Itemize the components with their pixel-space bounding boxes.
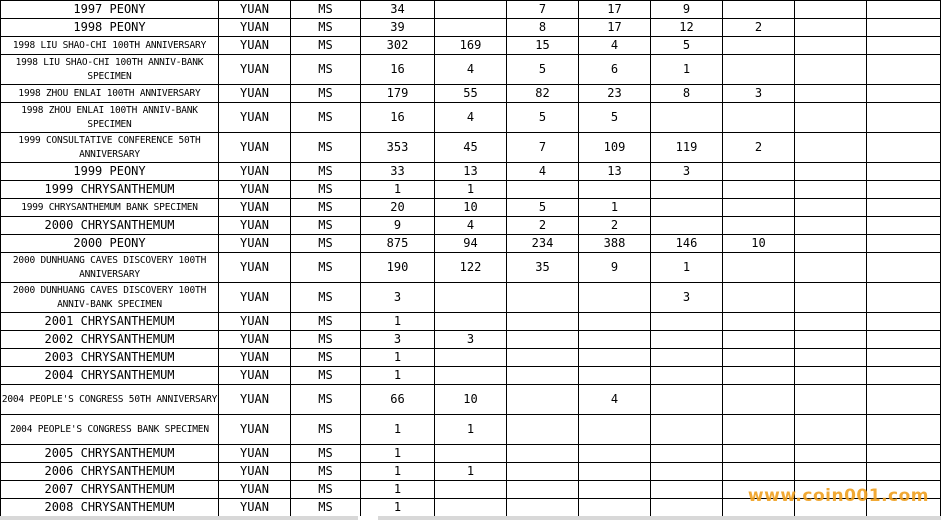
count-cell [723,181,795,199]
count-cell [723,37,795,55]
grade-cell: MS [291,367,361,385]
empty-cell [867,331,941,349]
empty-cell [867,103,941,133]
count-cell: 146 [651,235,723,253]
currency-cell: YUAN [219,133,291,163]
count-cell [435,445,507,463]
empty-cell [867,367,941,385]
empty-cell [795,445,867,463]
site-watermark: www.coin001.com [747,486,929,506]
count-cell: 15 [507,37,579,55]
count-cell: 39 [361,19,435,37]
count-cell: 1 [361,499,435,517]
coin-name-cell: 2004 PEOPLE'S CONGRESS 50TH ANNIVERSARY [1,385,219,415]
count-cell: 9 [579,253,651,283]
count-cell: 1 [579,199,651,217]
count-cell: 3 [651,283,723,313]
count-cell [579,331,651,349]
empty-cell [795,331,867,349]
count-cell [579,415,651,445]
currency-cell: YUAN [219,385,291,415]
count-cell: 1 [435,463,507,481]
count-cell: 10 [435,199,507,217]
count-cell [435,481,507,499]
count-cell [723,463,795,481]
count-cell [723,163,795,181]
count-cell [507,349,579,367]
count-cell: 1 [361,463,435,481]
count-cell: 122 [435,253,507,283]
empty-cell [795,253,867,283]
count-cell: 4 [579,385,651,415]
empty-cell [795,385,867,415]
count-cell: 4 [507,163,579,181]
grade-cell: MS [291,349,361,367]
coin-name-cell: 2001 CHRYSANTHEMUM [1,313,219,331]
currency-cell: YUAN [219,283,291,313]
table-row [1,313,941,331]
count-cell: 169 [435,37,507,55]
count-cell: 66 [361,385,435,415]
table-row [1,283,941,313]
grade-cell: MS [291,37,361,55]
count-cell: 23 [579,85,651,103]
table-row [1,199,941,217]
count-cell: 179 [361,85,435,103]
count-cell [723,385,795,415]
table-row [1,463,941,481]
empty-cell [795,217,867,235]
count-cell: 16 [361,55,435,85]
table-row [1,181,941,199]
count-cell: 55 [435,85,507,103]
coin-name-cell: 2005 CHRYSANTHEMUM [1,445,219,463]
count-cell [507,367,579,385]
coin-name-cell: 2003 CHRYSANTHEMUM [1,349,219,367]
empty-cell [795,235,867,253]
coin-name-cell: 1999 PEONY [1,163,219,181]
currency-cell: YUAN [219,499,291,517]
count-cell [579,349,651,367]
currency-cell: YUAN [219,1,291,19]
coin-name-cell: 2004 PEOPLE'S CONGRESS BANK SPECIMEN [1,415,219,445]
count-cell [651,181,723,199]
empty-cell [795,37,867,55]
table-row [1,19,941,37]
count-cell [651,415,723,445]
count-cell: 20 [361,199,435,217]
count-cell: 1 [361,181,435,199]
count-cell [579,181,651,199]
grade-cell: MS [291,253,361,283]
empty-cell [795,463,867,481]
count-cell: 109 [579,133,651,163]
count-cell [507,415,579,445]
count-cell [507,385,579,415]
count-cell [723,415,795,445]
empty-cell [867,349,941,367]
grade-cell: MS [291,55,361,85]
grade-cell: MS [291,19,361,37]
count-cell [723,199,795,217]
count-cell: 1 [361,349,435,367]
count-cell: 3 [435,331,507,349]
count-cell: 1 [435,181,507,199]
currency-cell: YUAN [219,481,291,499]
grade-cell: MS [291,415,361,445]
grade-cell: MS [291,163,361,181]
empty-cell [867,19,941,37]
count-cell [651,481,723,499]
empty-cell [795,133,867,163]
currency-cell: YUAN [219,181,291,199]
count-cell: 5 [507,103,579,133]
coin-name-cell: 1998 ZHOU ENLAI 100TH ANNIV-BANK SPECIMEN [1,103,219,133]
count-cell [435,19,507,37]
grade-cell: MS [291,1,361,19]
table-row [1,415,941,445]
count-cell [579,283,651,313]
empty-cell [795,199,867,217]
table-row [1,55,941,85]
coin-name-cell: 2000 DUNHUANG CAVES DISCOVERY 100TH ANNIVERSARY [1,253,219,283]
empty-cell [867,445,941,463]
empty-cell [867,385,941,415]
count-cell: 1 [651,55,723,85]
coin-name-cell: 2008 CHRYSANTHEMUM [1,499,219,517]
table-row [1,331,941,349]
currency-cell: YUAN [219,85,291,103]
count-cell [579,499,651,517]
count-cell: 4 [579,37,651,55]
count-cell: 33 [361,163,435,181]
coin-name-cell: 1997 PEONY [1,1,219,19]
grade-cell: MS [291,103,361,133]
coin-name-cell: 1998 ZHOU ENLAI 100TH ANNIVERSARY [1,85,219,103]
count-cell: 5 [651,37,723,55]
count-cell: 16 [361,103,435,133]
empty-cell [867,199,941,217]
table-row [1,217,941,235]
count-cell: 190 [361,253,435,283]
grade-cell: MS [291,463,361,481]
count-cell: 82 [507,85,579,103]
currency-cell: YUAN [219,217,291,235]
coin-name-cell: 2000 CHRYSANTHEMUM [1,217,219,235]
currency-cell: YUAN [219,463,291,481]
coin-name-cell: 1998 PEONY [1,19,219,37]
count-cell: 5 [507,199,579,217]
table-row [1,445,941,463]
count-cell [435,313,507,331]
count-cell: 13 [435,163,507,181]
count-cell: 2 [723,133,795,163]
count-cell [651,499,723,517]
count-cell: 7 [507,1,579,19]
currency-cell: YUAN [219,349,291,367]
empty-cell [795,103,867,133]
empty-cell [867,85,941,103]
empty-cell [867,181,941,199]
table-row [1,367,941,385]
empty-cell [867,283,941,313]
count-cell: 5 [579,103,651,133]
count-cell [435,367,507,385]
grade-cell: MS [291,283,361,313]
coin-name-cell: 2002 CHRYSANTHEMUM [1,331,219,349]
coin-name-cell: 2000 DUNHUANG CAVES DISCOVERY 100TH ANNIV-BANK SPECIMEN [1,283,219,313]
currency-cell: YUAN [219,445,291,463]
count-cell [435,283,507,313]
grade-cell: MS [291,445,361,463]
count-cell [507,463,579,481]
grade-cell: MS [291,85,361,103]
grade-cell: MS [291,199,361,217]
count-cell: 8 [651,85,723,103]
empty-cell [795,19,867,37]
count-cell: 5 [507,55,579,85]
count-cell [579,367,651,385]
count-cell [651,217,723,235]
count-cell [435,499,507,517]
table-row [1,133,941,163]
count-cell [651,463,723,481]
currency-cell: YUAN [219,55,291,85]
count-cell: 353 [361,133,435,163]
count-cell [651,199,723,217]
count-cell [723,313,795,331]
empty-cell [867,253,941,283]
count-cell [651,313,723,331]
count-cell: 4 [435,55,507,85]
grade-cell: MS [291,181,361,199]
coin-name-cell: 1998 LIU SHAO-CHI 100TH ANNIVERSARY [1,37,219,55]
count-cell [723,349,795,367]
count-cell: 1 [361,481,435,499]
empty-cell [795,349,867,367]
count-cell [507,283,579,313]
count-cell: 119 [651,133,723,163]
grade-cell: MS [291,499,361,517]
count-cell [723,103,795,133]
currency-cell: YUAN [219,331,291,349]
count-cell [507,181,579,199]
count-cell [579,481,651,499]
count-cell: 1 [361,367,435,385]
count-cell [507,331,579,349]
grade-cell: MS [291,481,361,499]
empty-cell [795,367,867,385]
count-cell [651,331,723,349]
empty-cell [867,313,941,331]
grade-cell: MS [291,217,361,235]
count-cell: 9 [651,1,723,19]
count-cell: 875 [361,235,435,253]
currency-cell: YUAN [219,199,291,217]
coin-name-cell: 2007 CHRYSANTHEMUM [1,481,219,499]
grade-cell: MS [291,385,361,415]
count-cell: 9 [361,217,435,235]
empty-cell [867,133,941,163]
grade-cell: MS [291,133,361,163]
count-cell: 2 [507,217,579,235]
empty-cell [795,283,867,313]
count-cell: 388 [579,235,651,253]
count-cell: 10 [723,235,795,253]
count-cell [507,481,579,499]
count-cell: 2 [723,19,795,37]
count-cell [723,253,795,283]
count-cell: 3 [651,163,723,181]
count-cell [435,349,507,367]
count-cell: 7 [507,133,579,163]
count-cell [579,313,651,331]
table-row [1,235,941,253]
empty-cell [867,463,941,481]
count-cell [435,1,507,19]
bottom-scroll-strip [0,516,941,520]
count-cell: 12 [651,19,723,37]
count-cell [507,313,579,331]
grade-cell: MS [291,313,361,331]
count-cell: 234 [507,235,579,253]
table-row [1,349,941,367]
currency-cell: YUAN [219,19,291,37]
table-row [1,1,941,19]
count-cell: 17 [579,1,651,19]
currency-cell: YUAN [219,253,291,283]
currency-cell: YUAN [219,235,291,253]
count-cell [723,217,795,235]
grade-cell: MS [291,235,361,253]
coin-name-cell: 2000 PEONY [1,235,219,253]
empty-cell [795,163,867,181]
table-row [1,163,941,181]
count-cell [723,283,795,313]
grade-cell: MS [291,331,361,349]
count-cell: 1 [651,253,723,283]
currency-cell: YUAN [219,103,291,133]
count-cell: 1 [361,313,435,331]
count-cell [723,331,795,349]
count-cell: 4 [435,217,507,235]
coin-name-cell: 2006 CHRYSANTHEMUM [1,463,219,481]
currency-cell: YUAN [219,313,291,331]
currency-cell: YUAN [219,367,291,385]
count-cell: 1 [435,415,507,445]
count-cell: 6 [579,55,651,85]
currency-cell: YUAN [219,415,291,445]
count-cell [651,349,723,367]
table-row [1,103,941,133]
empty-cell [795,415,867,445]
table-row [1,37,941,55]
count-cell: 3 [723,85,795,103]
currency-cell: YUAN [219,37,291,55]
count-cell [651,367,723,385]
coin-name-cell: 1998 LIU SHAO-CHI 100TH ANNIV-BANK SPECIMEN [1,55,219,85]
empty-cell [867,235,941,253]
count-cell [723,55,795,85]
table-row [1,253,941,283]
currency-cell: YUAN [219,163,291,181]
count-cell: 17 [579,19,651,37]
count-cell: 8 [507,19,579,37]
count-cell [651,103,723,133]
count-cell [723,1,795,19]
empty-cell [867,217,941,235]
count-cell: 1 [361,415,435,445]
count-cell: 94 [435,235,507,253]
count-cell: 1 [361,445,435,463]
count-cell: 34 [361,1,435,19]
count-cell [723,445,795,463]
empty-cell [867,37,941,55]
table-body [1,1,941,517]
count-cell [579,445,651,463]
empty-cell [795,1,867,19]
count-cell [507,445,579,463]
count-cell [579,463,651,481]
count-cell [651,445,723,463]
count-cell: 35 [507,253,579,283]
count-cell [651,385,723,415]
count-cell: 3 [361,283,435,313]
empty-cell [867,55,941,85]
coin-name-cell: 1999 CHRYSANTHEMUM BANK SPECIMEN [1,199,219,217]
count-cell: 2 [579,217,651,235]
empty-cell [795,313,867,331]
count-cell: 302 [361,37,435,55]
empty-cell [795,181,867,199]
empty-cell [795,55,867,85]
count-cell [507,499,579,517]
empty-cell [867,163,941,181]
count-cell: 3 [361,331,435,349]
empty-cell [867,1,941,19]
empty-cell [867,415,941,445]
count-cell: 10 [435,385,507,415]
empty-cell [795,85,867,103]
count-cell: 4 [435,103,507,133]
table-row [1,385,941,415]
count-cell: 45 [435,133,507,163]
coin-name-cell: 1999 CONSULTATIVE CONFERENCE 50TH ANNIVERSARY [1,133,219,163]
coin-name-cell: 2004 CHRYSANTHEMUM [1,367,219,385]
table-row [1,85,941,103]
coin-name-cell: 1999 CHRYSANTHEMUM [1,181,219,199]
count-cell: 13 [579,163,651,181]
count-cell [723,367,795,385]
